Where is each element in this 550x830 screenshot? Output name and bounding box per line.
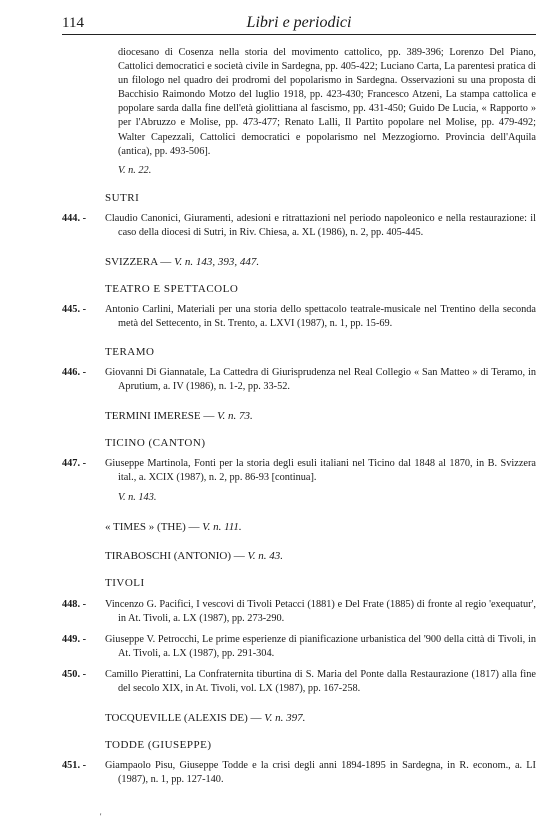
entry-text: Giovanni Di Giannatale, La Cattedra di Giurisprudenza nel Real Collegio « San Matteo » di Teramo, in Aprutium, a. IV (1986), n. 1-2, pp. 33-52. — [105, 366, 536, 392]
ref-target: V. n. 397. — [264, 712, 306, 725]
entry-text: Vincenzo G. Pacifici, I vescovi di Tivoli Petacci (1881) e Del Frate (1885) di fronte al regio 'exequatur', in At. Tivoli, a. LX (1987), pp. 273-290. — [105, 598, 536, 624]
entry-text: Camillo Pierattini, La Confraternita tiburtina di S. Maria del Ponte dalla Restaurazione (1817) alla fine del secolo XIX, in At. Tivoli, vol. LX (1987), pp. 167-258. — [105, 668, 536, 694]
entry-450 — [62, 668, 536, 696]
continuation-text: diocesano di Cosenza nella storia del movimento cattolico, pp. 389-396; Lorenzo Del Piano, Cattolici democratici e società civile in Sardegna, pp. 405-422; Luciano Carta, La parentesi pratica di un filologo nel quadro dei prodromi del popolarismo in Sardegna. Osservazioni su una proposta di Bacchisio Raimondo Motzo del luglio 1918, pp. 423-430; Francesco Atzeni, La stampa cattolica e popolare sarda dalla fine dell'età giolittiana al fascismo, pp. 431-450; Guido De Lucia, « Rapporto » per l'Abruzzo e Molise, pp. 473-477; Renato Lalli, Il Partito popolare nel Molise, pp. 479-492; Walter Capezzali, Cattolici democratici e popolarismo nel Mezzogiorno. Provincia dell'Aquila (antica), pp. 493-506]. — [118, 47, 536, 157]
entry-number: 450. - — [62, 668, 87, 680]
section-heading-todde: TODDE (GIUSEPPE) — [105, 739, 212, 752]
continuation-cross-reference: V. n. 22. — [118, 164, 152, 176]
section-ref-tocqueville — [105, 711, 536, 725]
page-number: 114 — [62, 15, 84, 31]
entry-445 — [62, 303, 536, 331]
entry-447-cross-reference: V. n. 143. — [118, 492, 157, 504]
entry-number: 444. - — [62, 212, 87, 224]
section-heading-sutri: SUTRI — [105, 191, 140, 204]
entry-text: Antonio Carlini, Materiali per una storia dello spettacolo teatrale-musicale nel Trentino della seconda metà del Settecento, in St. Trento, a. LXVI (1987), n. 1, pp. 15-69. — [105, 304, 536, 330]
section-heading-teatro: TEATRO E SPETTACOLO — [105, 283, 239, 296]
section-ref-times — [105, 520, 536, 534]
ref-heading: TIRABOSCHI (ANTONIO) — — [105, 550, 248, 563]
entry-447 — [62, 457, 536, 485]
entry-text: Giuseppe V. Petrocchi, Le prime esperienze di pianificazione urbanistica del '900 della città di Tivoli, in At. Tivoli, a. LX (1987), pp. 291-304. — [105, 633, 536, 659]
bibliography-content — [62, 46, 536, 787]
section-ref-svizzera — [105, 255, 536, 269]
ref-heading: TERMINI IMERESE — — [105, 409, 218, 422]
ref-heading: « TIMES » (THE) — — [105, 521, 203, 534]
entry-number: 446. - — [62, 366, 87, 378]
section-heading-teramo: TERAMO — [105, 345, 155, 358]
section-ref-termini — [105, 409, 536, 423]
entry-449 — [62, 633, 536, 661]
footer-mark: ' — [100, 812, 102, 821]
entry-text: Giuseppe Martinola, Fonti per la storia degli esuli italiani nel Ticino dal 1848 al 1870, in B. Svizzera ital., a. XCIX (1987), n. 2, pp. 86-93 [continua]. — [105, 457, 536, 484]
running-title: Libri e periodici — [246, 14, 352, 31]
entry-text: Giampaolo Pisu, Giuseppe Todde e la crisi degli anni 1894-1895 in Sardegna, in R. econom., a. LI (1987), n. 1, pp. 127-140. — [105, 760, 536, 786]
entry-number: 448. - — [62, 598, 87, 610]
entry-number: 447. - — [62, 457, 87, 469]
running-header — [62, 8, 536, 35]
entry-448 — [62, 598, 536, 626]
section-heading-tivoli: TIVOLI — [105, 577, 145, 590]
entry-number: 451. - — [62, 760, 87, 772]
ref-target: V. n. 143, 393, 447. — [174, 256, 260, 269]
ref-heading: TOCQUEVILLE (ALEXIS DE) — — [105, 712, 265, 725]
ref-heading: SVIZZERA — — [105, 256, 175, 269]
entry-451 — [62, 759, 536, 787]
ref-target: V. n. 43. — [247, 550, 284, 563]
entry-446 — [62, 366, 536, 394]
ref-target: V. n. 111. — [202, 521, 242, 534]
section-heading-ticino: TICINO (CANTON) — [105, 436, 206, 449]
entry-number: 449. - — [62, 633, 87, 645]
ref-target: V. n. 73. — [217, 409, 253, 422]
section-ref-tiraboschi — [105, 549, 536, 563]
entry-number: 445. - — [62, 304, 87, 316]
entry-444 — [62, 212, 536, 240]
entry-text: Claudio Canonici, Giuramenti, adesioni e ritrattazioni nel periodo napoleonico e nella restaurazione: il caso della diocesi di Sutri, in Riv. Chiesa, a. XL (1986), n. 2, pp. 405-445. — [105, 212, 536, 239]
